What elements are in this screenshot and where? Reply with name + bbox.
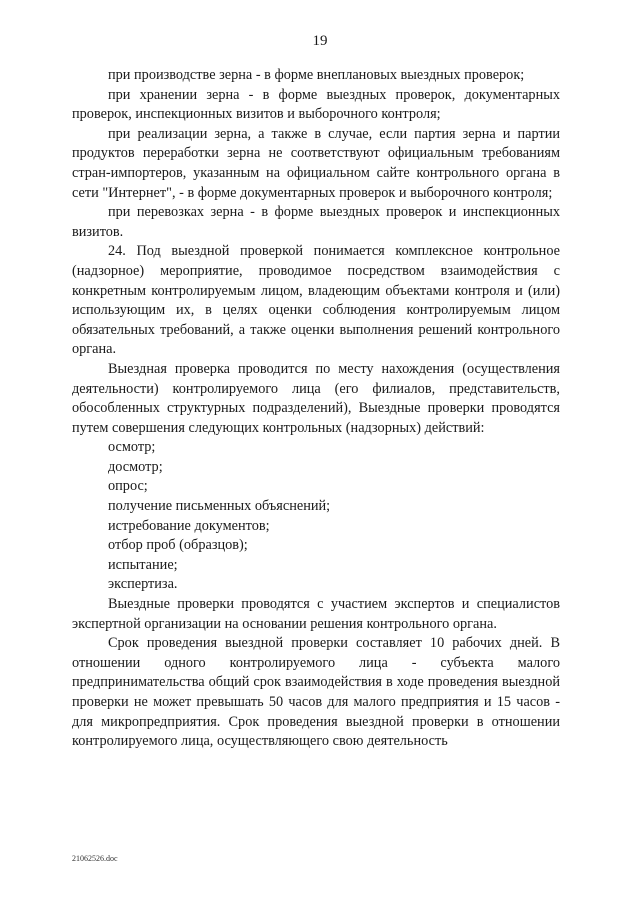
list-item: опрос;: [108, 478, 148, 495]
list-item: истребование документов;: [108, 517, 270, 534]
footer-doc-code: 21062526.doc: [72, 854, 118, 863]
page-number: 19: [312, 33, 328, 49]
paragraph-duration: Срок проведения выездной проверки составляет 10 рабочих дней. В отношении одного контролируемого лица - субъекта малого предпринимательства общий срок взаимодействия в ходе проведения выездной проверки не может превышать 50 часов для малого предприятия и 15 часов - для микропредприятия. Срок проведения выездной проверки в отношении контролируемого лица, осуществляющего свою деятельность: [72, 635, 560, 750]
paragraph-transport: при перевозках зерна - в форме выездных проверок и инспекционных визитов.: [72, 204, 560, 240]
paragraph-clause-24: 24. Под выездной проверкой понимается комплексное контрольное (надзорное) мероприятие, проводимое посредством взаимодействия с конкретным контролируемым лицом, владеющим объектами контроля и (или) использующим их, в целях оценки соблюдения контролируемым лицом обязательных требований, а также оценки выполнения решений контрольного органа.: [72, 243, 560, 358]
list-item: испытание;: [108, 556, 178, 573]
list-item: осмотр;: [108, 439, 156, 456]
list-item: досмотр;: [108, 458, 163, 475]
paragraph-experts: Выездные проверки проводятся с участием экспертов и специалистов экспертной организации на основании решения контрольного органа.: [72, 596, 560, 632]
list-item: экспертиза.: [108, 576, 178, 593]
paragraph-sale: при реализации зерна, а также в случае, если партия зерна и партии продуктов переработки зерна не соответствуют официальным требованиям стран-импортеров, указанным на официальном сайте контрольного органа в сети "Интернет", - в форме документарных проверок и выборочного контроля;: [72, 125, 560, 201]
paragraph-onsite-inspection: Выездная проверка проводится по месту нахождения (осуществления деятельности) контролируемого лица (его филиалов, представительств, обособленных структурных подразделений), Выездные проверки проводятся путем совершения следующих контрольных (надзорных) действий:: [72, 360, 560, 436]
paragraph-production: при производстве зерна - в форме внеплановых выездных проверок;: [108, 67, 525, 83]
list-item: получение письменных объяснений;: [108, 498, 331, 515]
list-item: отбор проб (образцов);: [108, 537, 248, 554]
document-body: [72, 66, 560, 752]
paragraph-storage: при хранении зерна - в форме выездных проверок, документарных проверок, инспекционных визитов и выборочного контроля;: [72, 86, 560, 123]
